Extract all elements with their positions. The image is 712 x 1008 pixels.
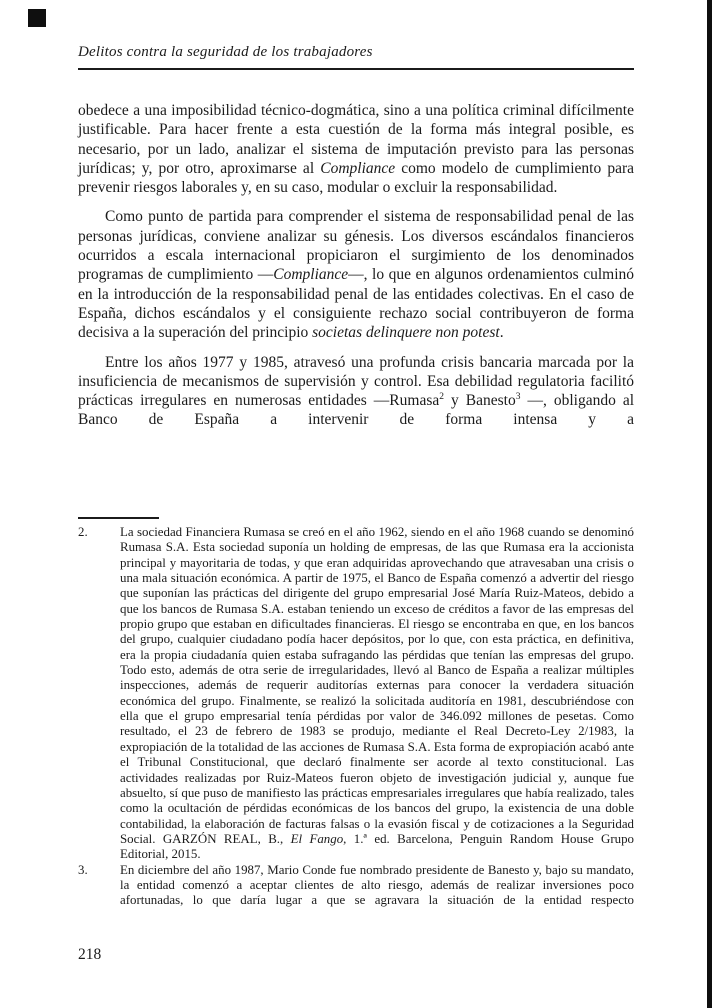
- book-title-italic: El Fango: [290, 831, 344, 846]
- scan-artifact-corner: [28, 9, 46, 27]
- scan-artifact-right-edge: [707, 0, 712, 1008]
- footnote-2-body: La sociedad Financiera Rumasa se creó en el año 1962, siendo en el año 1968 cuando se denominó Rumasa S.A. Esta sociedad suponía un holding de empresas, de las que Rumasa era la accionista principal y mayoritaria de todas, y que eran adquiridas aprovechando que atravesaban una crisis o una mala situación económica. A partir de 1975, el Banco de España comenzó a advertir del riesgo que suponían las prácticas del dirigente del grupo empresarial José María Ruiz-Mateos, debido a que los bancos de Rumasa S.A. estaban teniendo un exceso de créditos a favor de las empresas del propio grupo que estaban en dificultades financieras. El riesgo se encontraba en que, en los bancos del grupo, cualquier ciudadano podía hacer depósitos, por lo que, con esta práctica, en definitiva, era la propia ciudadanía quien estaba sufragando las pérdidas que tenían las empresas del grupo. Todo esto, además de otra serie de irregularidades, llevó al Banco de España a realizar múltiples inspecciones, además de requerir auditorías externas para conocer la verdadera situación económica del grupo. Finalmente, se realizó la solicitada auditoría en 1981, descubriéndose con ella que el grupo empresarial tenía pérdidas por valor de 346.092 millones de pesetas. Como resultado, el 23 de febrero de 1983 se produjo, mediante el Real Decreto-Ley 2/1983, la expropiación de la totalidad de las acciones de Rumasa S.A. Esta forma de expropiación acabó ante el Tribunal Constitucional, que declaró finalmente ser acorde al texto constitucional. Las actividades realizadas por Ruiz-Mateos fueron objeto de investigación judicial y, aunque fue absuelto, sí que puso de manifiesto las prácticas empresariales irregulares que había realizado, tales como la ocultación de pérdidas económicas de los bancos del grupo, la existencia de una doble contabilidad, la elaboración de facturas falsas o la evasión fiscal y de cotizaciones a la Seguridad Social. GARZÓN REAL, B.,: [120, 525, 634, 846]
- footnote-3: [78, 863, 634, 909]
- latin-phrase-italic: societas delinquere non potest: [312, 324, 500, 342]
- paragraph-2-text: .: [499, 324, 504, 342]
- paragraph-2: [78, 207, 634, 342]
- body-text: [78, 101, 634, 430]
- running-header: [78, 44, 634, 70]
- footnote-2-number: 2.: [78, 525, 88, 539]
- footnote-2: [78, 525, 634, 863]
- footnote-2-body: , 1.ª ed. Barcelona, Penguin Random House Grupo Editorial, 2015.: [120, 831, 635, 862]
- paragraph-3-text: y Banesto: [444, 392, 516, 410]
- footnote-ref-3: 3: [515, 392, 521, 403]
- running-header-title: Delitos contra la seguridad de los trabajadores: [78, 44, 373, 60]
- footnote-area: [78, 517, 634, 909]
- footnote-ref-2: 2: [439, 392, 444, 403]
- footnote-3-text: [120, 863, 634, 909]
- paragraph-3-text: Entre los años 1977 y 1985, atravesó una profunda crisis bancaria marcada por la insuficiencia de mecanismos de supervisión y control. Esa debilidad regulatoria facilitó prácticas irregulares en numerosas entidades —Rumasa: [78, 353, 634, 410]
- paragraph-2-text: —, lo que en algunos ordenamientos culminó en la introducción de la responsabilidad penal de las entidades colectivas. En el caso de España, dichos escándalos y el consiguiente rechazo social contribuyeron de forma decisiva a la superación del principio: [78, 266, 634, 342]
- paragraph-1-text: obedece a una imposibilidad técnico-dogmática, sino a una política criminal difícilmente justificable. Para hacer frente a esta cuestión de la forma más integral posible, es necesario, por un lado, analizar el sistema de imputación previsto para las personas jurídicas; y, por otro, aproximarse al: [78, 102, 634, 177]
- paragraph-1: [78, 101, 634, 197]
- compliance-italic: Compliance: [273, 266, 349, 284]
- footnote-separator: [78, 517, 159, 519]
- compliance-italic: Compliance: [320, 159, 396, 177]
- paragraph-2-text: Como punto de partida para comprender el sistema de responsabilidad penal de las personas jurídicas, conviene analizar su génesis. Los diversos escándalos financieros ocurridos a escala internacional propiciaron el surgimiento de los denominados programas de cumplimiento —: [78, 208, 634, 284]
- paragraph-1-text: como modelo de cumplimiento para prevenir riesgos laborales y, en su caso, modular o excluir la responsabilidad.: [78, 159, 634, 197]
- footnote-3-number: 3.: [78, 862, 88, 877]
- paragraph-3: [78, 353, 634, 430]
- page-number: 218: [78, 946, 102, 963]
- footnote-3-body: En diciembre del año 1987, Mario Conde fue nombrado presidente de Banesto y, bajo su mandato, la entidad comenzó a aceptar clientes de alto riesgo, además de realizar inversiones poco afortunadas, lo que daría lugar a que se agravara la situación de la entidad respecto: [120, 862, 634, 908]
- paragraph-3-text: —, obligando al Banco de España a intervenir de forma intensa y a: [78, 392, 635, 429]
- footnote-2-text: [120, 525, 634, 863]
